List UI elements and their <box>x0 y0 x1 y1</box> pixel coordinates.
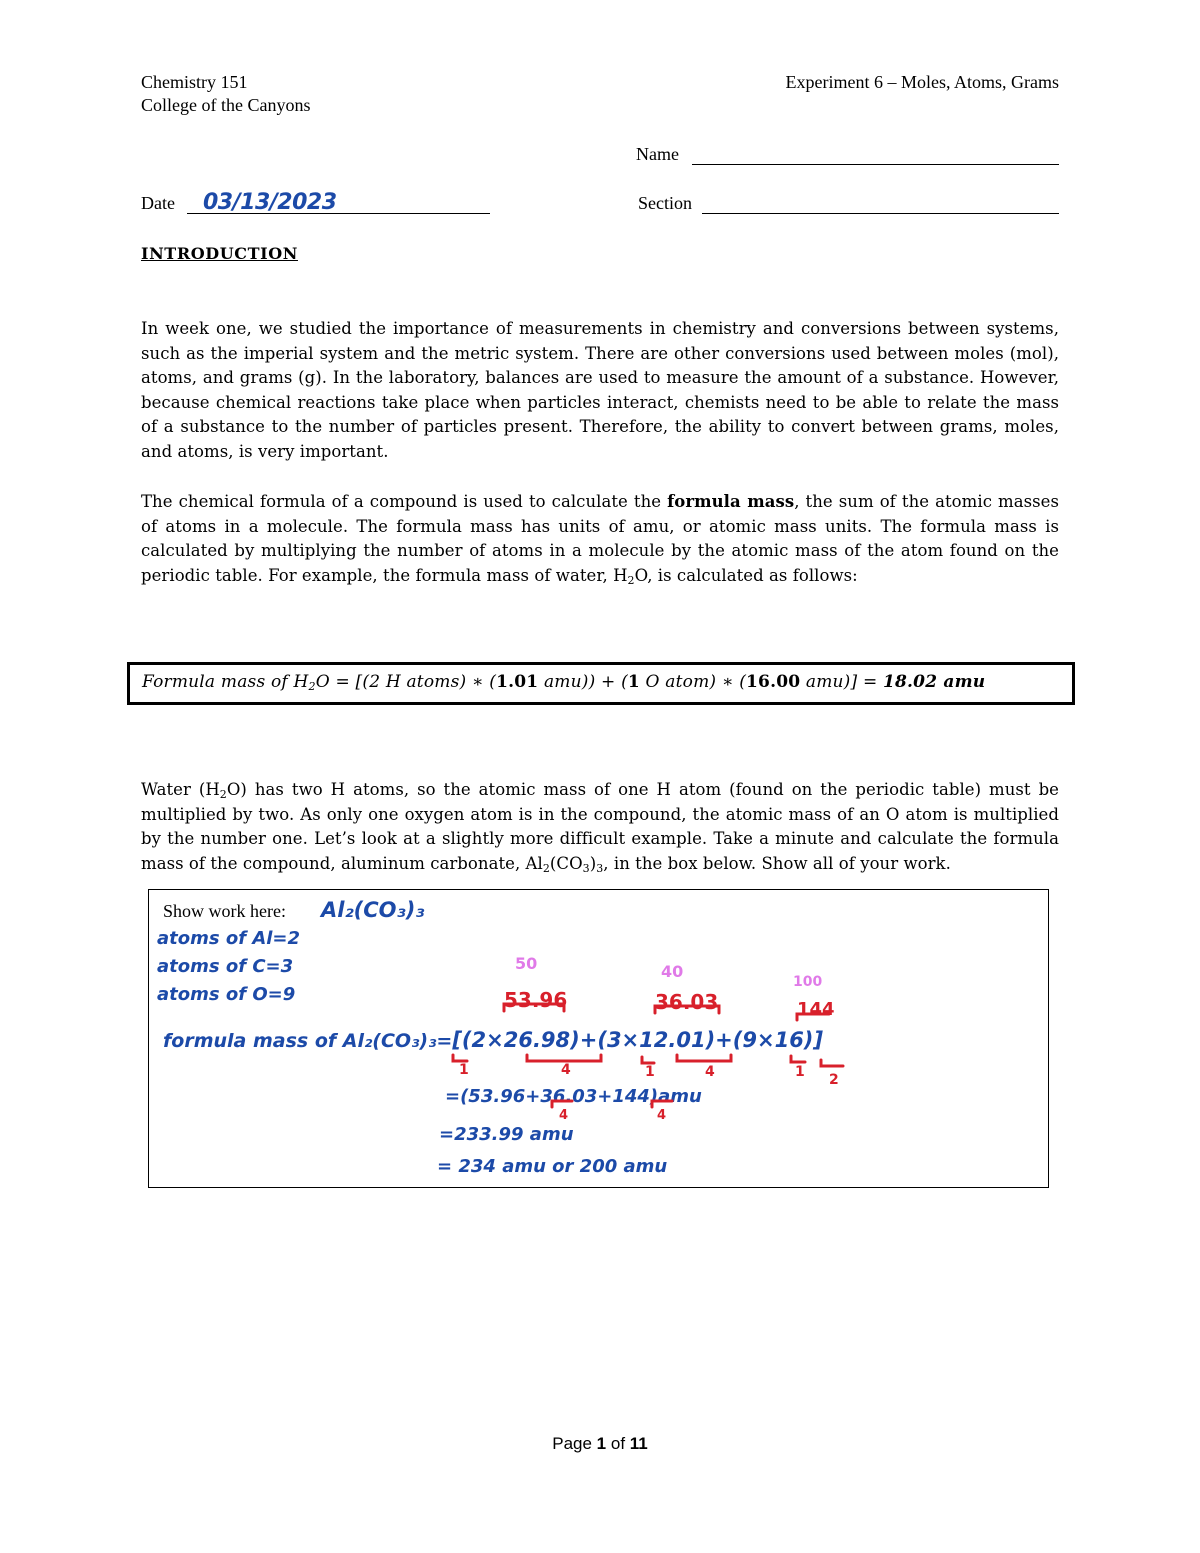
paragraph-line: of a substance to the number of particles present. Therefore, the ability to convert between grams, moles, <box>141 417 1059 437</box>
intro-paragraph-1 <box>141 317 1059 465</box>
text-run: , in the box below. Show all of your work. <box>603 853 951 873</box>
paragraph-line <box>141 778 1059 803</box>
subscript: 2 <box>627 573 635 587</box>
bracket-mark <box>453 1055 467 1061</box>
sig-fig-mark: 1 <box>795 1064 805 1080</box>
text-run: O = [(2 H atoms) ∗ ( <box>315 672 497 692</box>
text-run: amu)] = <box>800 672 883 692</box>
text-run: O, is calculated as follows: <box>634 565 858 585</box>
text-run: of <box>606 1434 630 1453</box>
paragraph-line: of atoms in a molecule. The formula mass has units of amu, or atomic mass units. The formula mass is <box>141 516 1059 536</box>
date-label: Date <box>141 193 175 213</box>
paragraph-line: multiplied by two. As only one oxygen atom is in the compound, the atomic mass of an O atom is multiplied <box>141 804 1059 824</box>
paragraph-line: In week one, we studied the importance of measurements in chemistry and conversions between systems, <box>141 319 1059 338</box>
subscript: 2 <box>542 861 550 875</box>
handwritten-atoms-al: atoms of Al=2 <box>157 928 301 949</box>
text-run: Formula mass of H <box>142 672 309 692</box>
intro-paragraph-2 <box>141 490 1059 588</box>
paragraph-line <box>141 852 1059 877</box>
handwritten-result-exact: =233.99 amu <box>439 1124 574 1145</box>
bracket-mark <box>791 1056 805 1062</box>
page-number: 1 <box>596 1434 607 1453</box>
paragraph-line: atoms, and grams (g). In the laboratory, balances are used to measure the amount of a substance. However, <box>141 368 1059 388</box>
text-run: amu)) + ( <box>538 672 628 692</box>
bracket-mark <box>652 1101 672 1107</box>
handwritten-expression: [(2×26.98)+(3×12.01)+(9×16)] <box>452 1028 823 1052</box>
text-run: O atom) ∗ ( <box>639 672 747 692</box>
formula-mass-term: formula mass <box>667 492 795 511</box>
paragraph-line: such as the imperial system and the metric system. There are other conversions used between moles (mol), <box>141 343 1059 363</box>
handwritten-al-mass: 53.96 <box>504 988 568 1012</box>
handwritten-brackets <box>149 890 1048 1187</box>
date-value: 03/13/2023 <box>203 190 337 215</box>
sig-fig-mark: 4 <box>705 1064 715 1080</box>
text-run: ) <box>589 853 597 873</box>
paragraph-3 <box>141 778 1059 876</box>
paragraph-line: because chemical reactions take place when particles interact, chemists need to be able to relate the mass <box>141 392 1059 412</box>
text-run: (CO <box>549 853 583 873</box>
handwritten-estimate-40: 40 <box>661 962 684 981</box>
handwritten-formula: Al₂(CO₃)₃ <box>321 898 425 922</box>
text-run: , the sum of the atomic masses <box>794 492 1059 511</box>
o-mass-value: 16.00 <box>746 672 801 692</box>
water-formula-result: 18.02 amu <box>883 672 986 692</box>
introduction-heading: INTRODUCTION <box>141 244 298 263</box>
bracket-mark <box>677 1055 731 1061</box>
h-mass-value: 1.01 <box>496 672 539 692</box>
course-title: Chemistry 151 <box>141 72 248 92</box>
o-count-value: 1 <box>627 672 640 692</box>
bracket-mark <box>655 1006 719 1013</box>
bracket-mark <box>821 1060 843 1066</box>
section-label: Section <box>638 193 692 213</box>
subscript: 3 <box>596 861 604 875</box>
handwritten-atoms-o: atoms of O=9 <box>157 984 296 1005</box>
subscript: 3 <box>582 861 590 875</box>
handwritten-o-mass: 144 <box>797 999 835 1020</box>
text-run: The chemical formula of a compound is used to calculate the <box>141 492 668 511</box>
work-box-label: Show work here: <box>163 901 286 921</box>
sig-fig-mark: 1 <box>459 1062 469 1078</box>
experiment-title: Experiment 6 – Moles, Atoms, Grams <box>785 72 1059 92</box>
name-field[interactable] <box>692 164 1059 165</box>
handwritten-c-mass: 36.03 <box>655 990 719 1014</box>
subscript: 2 <box>308 680 316 693</box>
paragraph-line: calculated by multiplying the number of atoms in a molecule by the atomic mass of the atom found on the <box>141 541 1059 561</box>
page-total: 11 <box>629 1434 648 1453</box>
handwritten-atoms-c: atoms of C=3 <box>157 956 294 977</box>
text-run: O) has two H atoms, so the atomic mass of one H atom (found on the periodic table) must be <box>226 780 1059 799</box>
paragraph-line: by the number one. Let’s look at a slightly more difficult example. Take a minute and calculate the formula <box>141 829 1059 849</box>
handwritten-sum-line: =(53.96+36.03+144)amu <box>445 1086 702 1107</box>
formula-box <box>127 662 1075 705</box>
handwritten-estimate-50: 50 <box>515 954 538 973</box>
bracket-mark <box>797 1014 829 1020</box>
bracket-mark <box>642 1057 654 1063</box>
text-run: formula mass of Al₂(CO₃)₃= <box>163 1030 453 1052</box>
sig-fig-mark: 2 <box>829 1072 839 1088</box>
water-formula-equation <box>142 672 985 692</box>
page-footer <box>0 1434 1200 1454</box>
section-field[interactable] <box>702 213 1059 214</box>
paragraph-line <box>141 490 1059 515</box>
text-run: Page <box>552 1434 597 1453</box>
handwritten-result-rounded: = 234 amu or 200 amu <box>437 1156 668 1177</box>
handwritten-estimate-100: 100 <box>793 974 823 990</box>
sig-fig-mark: 1 <box>645 1064 655 1080</box>
name-label: Name <box>636 144 679 164</box>
paragraph-line <box>141 564 1059 589</box>
text-run: periodic table. For example, the formula mass of water, H <box>141 565 628 585</box>
subscript: 2 <box>219 788 227 801</box>
sig-fig-mark: 4 <box>657 1108 667 1123</box>
sig-fig-mark: 4 <box>561 1062 571 1078</box>
sig-fig-mark: 4 <box>559 1108 569 1123</box>
bracket-mark <box>552 1101 572 1107</box>
college-name: College of the Canyons <box>141 95 311 115</box>
text-run: Water (H <box>141 780 220 799</box>
bracket-mark <box>527 1055 601 1061</box>
text-run: mass of the compound, aluminum carbonate, Al <box>141 853 543 873</box>
paragraph-line: and atoms, is very important. <box>141 441 389 461</box>
work-box[interactable] <box>148 889 1049 1188</box>
bracket-mark <box>504 1004 564 1011</box>
